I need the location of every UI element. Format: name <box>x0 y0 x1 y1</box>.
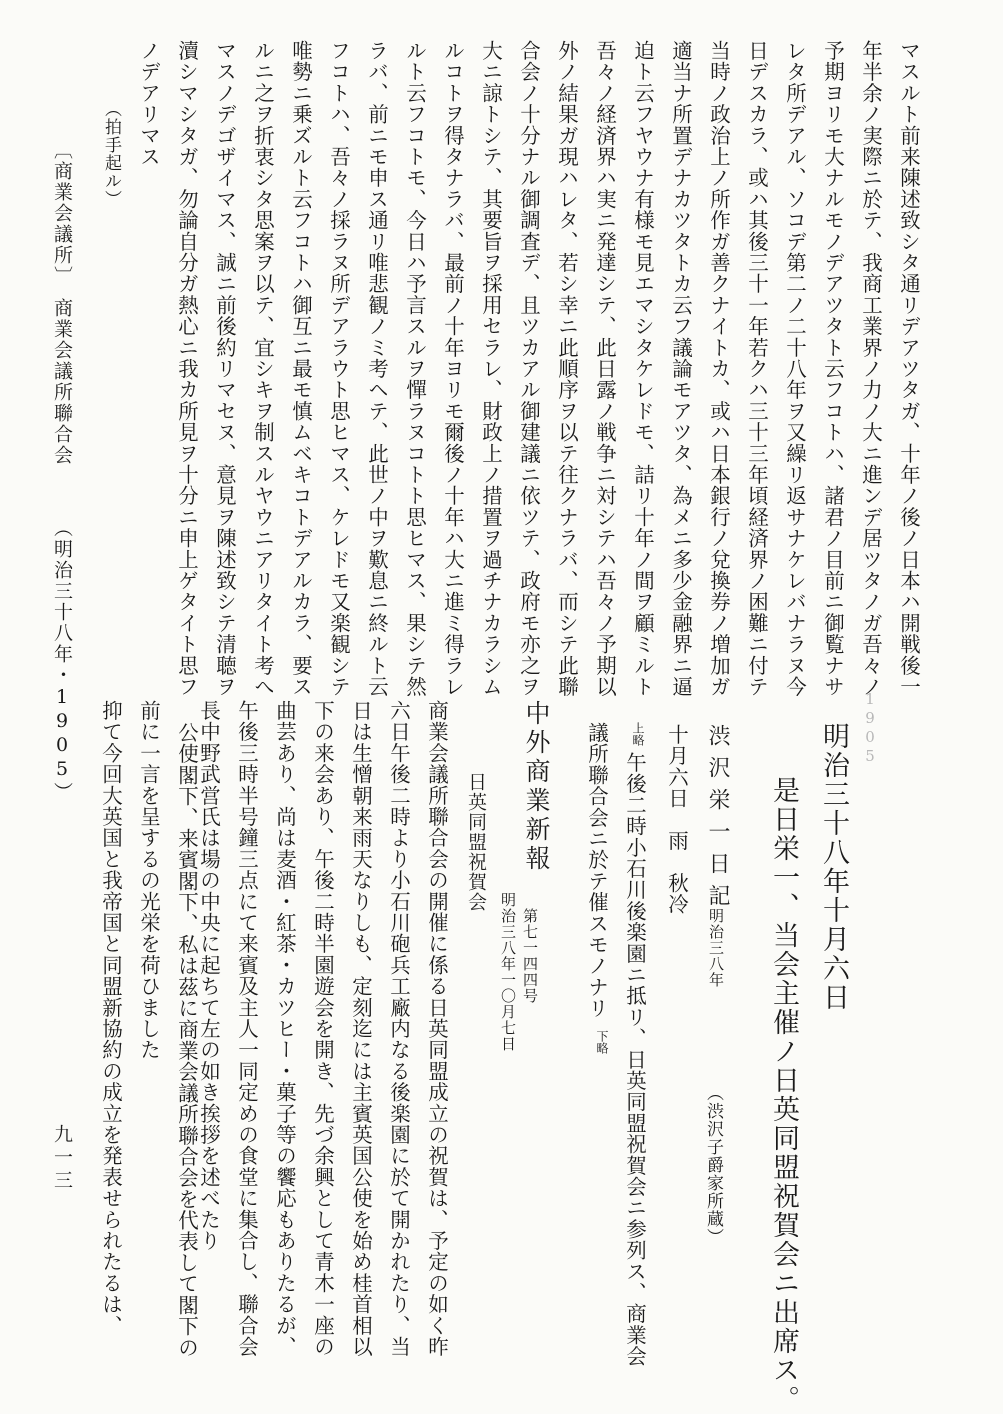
source-title: 商業会議所聯合会 <box>51 298 73 466</box>
bleed-through-text: 1905 <box>861 690 879 1054</box>
article-column: 曲芸あり、尚は麦酒・紅茶・カツヒー・菓子等の饗応もありたるが、 <box>272 700 297 1358</box>
top-text-column: 年半余ノ実際ニ於テ、我商工業界ノ力ノ大ニ進ンデ居ツタノガ吾々ノ <box>858 40 883 698</box>
newspaper-title: 中外商業新報 <box>522 700 551 874</box>
top-text-column: ルコトヲ得タナラバ、最前ノ十年ヨリモ爾後ノ十年ハ大ニ進ミ得ラレ <box>440 40 465 698</box>
top-text-column: ルニ之ヲ折衷シタ思案ヲ以テ、宜シキヲ制スルヤウニアリタイト考へ <box>250 40 275 698</box>
top-text-column: 迫ト云フヤウナ有様モ見エマシタケレドモ、詰リ十年ノ間ヲ顧ミルト <box>630 40 655 698</box>
diary-omit-bottom: 下略 <box>595 1030 609 1054</box>
diary-entry-line: 午後二時小石川後楽園ニ抵リ、日英同盟祝賀会ニ参列ス、商業会 <box>622 752 647 1367</box>
event-heading: 是日栄一、当会主催ノ日英同盟祝賀会ニ出席ス。 <box>768 776 799 1414</box>
newspaper-issue: 第七一四四号 <box>521 908 539 1004</box>
article-column: 六日午後二時より小石川砲兵工廠内なる後楽園に於て開かれたり、当 <box>386 700 411 1358</box>
article-heading: 日英同盟祝賀会 <box>465 772 487 912</box>
diary-entry-line: 議所聯合会ニ於テ催スモノナリ <box>584 722 609 1019</box>
article-column: 午後三時半号鐘三点にて来賓及主人一同定めの食堂に集合し、聯合会 <box>234 700 259 1358</box>
source-bracket: 〔商業会議所〕 <box>51 140 73 287</box>
diary-holder: （渋沢子爵家所蔵） <box>703 1084 723 1246</box>
top-text-column: 当時ノ政治上ノ所作ガ善クナイトカ、或ハ日本銀行ノ兌換券ノ増加ガ <box>706 40 731 698</box>
top-text-column: ラバ、前ニモ申ス通リ唯悲観ノミ考ヘテ、此世ノ中ヲ歎息ニ終ルト云 <box>364 40 389 698</box>
top-text-column: ルト云フコトモ、今日ハ予言スルヲ憚ラヌコトト思ヒマス、果シテ然 <box>402 40 427 698</box>
top-text-column: 唯勢ニ乗ズルト云フコトハ御互ニ最モ慎ムベキコトデアルカラ、要ス <box>288 40 313 698</box>
date-heading: 明治三十八年十月六日 <box>818 722 849 1012</box>
top-text-column: 大ニ諒トシテ、其要旨ヲ採用セラレ、財政上ノ措置ヲ過チナカラシム <box>478 40 503 698</box>
page-number: 九一三 <box>51 1124 73 1193</box>
top-text-column: 予期ヨリモ大ナルモノデアツタト云フコトハ、諸君ノ目前ニ御覧ナサ <box>820 40 845 698</box>
diary-title: 渋沢栄一日記 <box>705 724 730 916</box>
article-column: 長中野武営氏は場の中央に起ちて左の如き挨拶を述べたり <box>196 700 221 1252</box>
applause-note: （拍手起ル） <box>101 100 121 208</box>
top-text-column: マスルト前来陳述致シタ通リデアツタガ、十年ノ後ノ日本ハ開戦後一 <box>896 40 921 698</box>
top-text-column: ノデアリマス <box>136 40 161 168</box>
diary-era: 明治三八年 <box>707 908 725 988</box>
article-column: 前に一言を呈するの光栄を荷ひました <box>136 700 161 1061</box>
diary-omit-top: 上略 <box>631 722 645 746</box>
top-text-column: 合会ノ十分ナル御調査デ、且ツカアル御建議ニ依ツテ、政府モ亦之ヲ <box>516 40 541 698</box>
article-column: 下の来会あり、午後二時半園遊会を開き、先づ余興として青木一座の <box>310 700 335 1358</box>
diary-date-line: 十月六日 雨 秋冷 <box>664 724 689 915</box>
newspaper-date: 明治三八年一〇月七日 <box>499 892 517 1052</box>
top-text-column: レタ所デアル、ソコデ第二ノ二十八年ヲ又繰リ返サナケレバナラヌ今 <box>782 40 807 698</box>
article-column: 日は生憎朝来雨天なりしも、定刻迄には主賓英国公使を始め桂首相以 <box>348 700 373 1358</box>
top-text-column: マスノデゴザイマス、誠ニ前後約リマセヌ、意見ヲ陳述致シテ清聴ヲ <box>212 40 237 698</box>
top-text-column: 吾々ノ経済界ハ実ニ発達シテ、此日露ノ戦争ニ対シテハ吾々ノ予期以 <box>592 40 617 698</box>
article-column: 商業会議所聯合会の開催に係る日英同盟成立の祝賀は、予定の如く昨 <box>424 700 449 1358</box>
article-column: 公使閣下、来賓閣下、私は茲に商業会議所聯合会を代表して閣下の <box>174 722 199 1359</box>
top-text-column: 適当ナ所置デナカツタトカ云フ議論モアツタ、為メニ多少金融界ニ逼 <box>668 40 693 698</box>
top-text-column: 日デスカラ、或ハ其後三十一年若クハ三十三年頃経済界ノ困難ニ付テ <box>744 40 769 698</box>
top-text-column: 瀆シマシタガ、勿論自分ガ熱心ニ我カ所見ヲ十分ニ申上ゲタイト思フ <box>174 40 199 698</box>
article-column: 抑て今回大英国と我帝国と同盟新協約の成立を発表せられたるは、 <box>98 700 123 1336</box>
top-text-column: フコトハ、吾々ノ採ラヌ所デアラウト思ヒマス、ケレドモ又楽観シテ <box>326 40 351 698</box>
source-date: （明治三十八年・1905） <box>51 518 73 803</box>
top-text-column: 外ノ結果ガ現ハレタ、若シ幸ニ此順序ヲ以テ往クナラバ、而シテ此聯 <box>554 40 579 698</box>
